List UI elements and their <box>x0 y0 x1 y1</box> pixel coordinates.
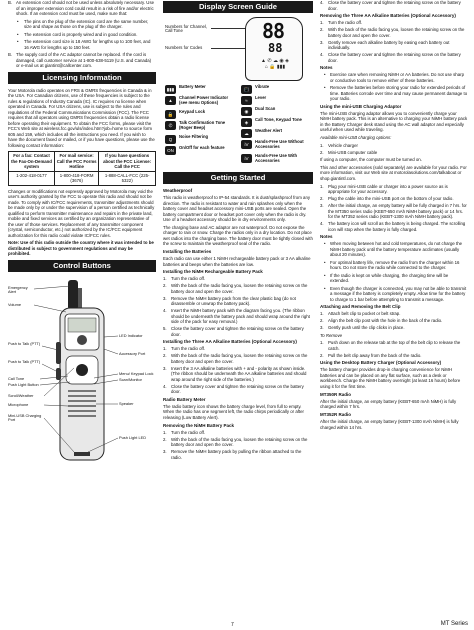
display-screen-diagram <box>163 17 313 85</box>
list-item-text: With the back of the radio facing you, loosen the retaining screw on the battery door and open the cover. <box>171 283 308 294</box>
bullet-item: • Remove the batteries before storing your radio for extended periods of time. Batteries corrode over time and may cause permanent damage to your radio. <box>330 85 468 102</box>
channel-digits: 88 <box>262 19 285 43</box>
list-item-text: The battery icon will scroll as the battery is being charged. The scrolling icon will stop when the battery is fully charged. <box>328 221 466 232</box>
list-item: 3. After the initial charge, an empty battery will be fully charged in 7 hrs. for the MT350 series radio (KEBT-650 mAh NiMH battery pack) or 14 hrs. for the MT352 series radio (KEBT-1300 mAh NiMH battery pack). <box>320 203 467 220</box>
weatherproof-heading: Weatherproof <box>163 188 193 193</box>
cord-item-marker: B. <box>8 52 13 57</box>
licensing-paragraph: Your Motorola radio operates on FRS & GMRS frequencies in Canada & in the USA. For Canadian citizens, use of these frequencies is subject to the rules & regulations of Industry Canada (IC). IC requires no license when operated in Canada. For USA citizens, use is subject to the rules and regulations of the Federal Communications Commission (FCC). The FCC requires that all operators using GMRS frequencies obtain a radio license before operating their equipment. To obtain the FCC forms, please visit the FCC's Web site at wireless.fcc.gov/uls/index.htm?job=home to source form 605 and 159, which includes all the instructions you need. If you wish to have the document faxed or mailed, or if you have questions, please use the following contact information: <box>8 87 155 148</box>
list-item-text: Remove the NiMH battery pack from the clear plastic bag (do not disassemble or unwrap the battery pack). <box>171 295 296 307</box>
list-item: 2. Plug the cable into the mini-USB port on the bottom of your radio. <box>320 196 454 202</box>
clip-heading: Attaching and Removing the Belt Clip <box>320 304 401 310</box>
list-item: 3. Gently push until the clip clicks in place. <box>320 325 405 331</box>
legend-label: Dual Scan <box>255 106 276 111</box>
cord-item <box>8 32 156 38</box>
list-item-text: Attach belt clip to pocket or belt strap. <box>328 311 401 317</box>
legend-icon: ON <box>165 146 176 155</box>
removing-nimh-steps <box>163 430 313 461</box>
usb-accessories: This and other accessories (sold separately) are available for your radio. For more information, visit our Web site at motorolasolutions.com/talkabout or shop.giantintl.com. <box>320 164 467 181</box>
legend-label: On/Off for each feature <box>179 145 225 150</box>
aa-steps <box>163 346 313 395</box>
usb-steps <box>320 184 468 233</box>
legend-label: Hands-Free Use With Accessories <box>255 153 298 163</box>
list-item: 3. Remove the NiMH battery pack from the clear plastic bag (do not disassemble or unwrap the battery pack). <box>163 295 296 307</box>
list-item: 4. Close the battery cover and tighten the retaining screw on the battery door. <box>320 52 461 63</box>
legend-icon: Q <box>165 135 176 144</box>
aa-heading: Installing the Three AA Alkaline Batteries (Optional Accessory) <box>163 339 297 345</box>
bullet-item: • If the radio is kept on while charging, the charging time will be extended. <box>330 273 468 284</box>
cord-item-text: The supply cord of the AC adaptor cannot be replaced. If the cord is damaged, call customer service at 1-800-638-5119 (U.S. and Canada) or e-mail us at giantint@callcenter.com. <box>16 52 152 68</box>
code-numbers-label: Numbers for Codes <box>165 45 203 50</box>
modifications-paragraph: Changes or modifications not expressly approved by Motorola may void the user's authority granted by the FCC to operate this radio and should not be made. To comply with IC/FCC requirements, transmitter adjustments should be made only by or under the supervision of a person certified as technically qualified to perform transmitter maintenance and repairs in the private land, mobile and fixed services as certified by an organization representative of the user of those services. Replacement of any transmitter component (crystal, semiconductor, etc.) not authorized by the IC/FCC equipment authorization for this radio could violate IC/FCC rules. <box>8 188 155 238</box>
legend-label: Channel Power Indicator (see menu Options) <box>179 95 229 105</box>
usb-options <box>320 143 468 156</box>
clip-steps <box>320 311 468 331</box>
removing-aa-steps <box>320 20 468 63</box>
nimh-heading: Installing the NiMH Rechargeable Battery Pack <box>163 269 263 275</box>
bullet-item: • Even though the charger is connected, you may not be able to transmit a message if the battery is completely empty. Allow time for the battery to charge to 1 bar before attempting to transmit a message. <box>330 286 468 303</box>
table-header: For mail service: Call the FCC Forms Hotline <box>54 152 98 172</box>
model-name: MT Series <box>440 621 468 627</box>
list-item-text: Close the battery cover and tighten the retaining screw on the battery door. <box>171 383 304 395</box>
led-indicator-label: LED Indicator <box>119 332 143 338</box>
emergency-alert-label: Emergency Alert <box>8 284 28 295</box>
list-item: 1. Turn the radio off. <box>163 429 206 435</box>
legend-label: Lever <box>255 95 267 100</box>
table-cell: 1-202-418-0177 <box>9 171 55 185</box>
list-item-text: Vehicle charger <box>328 142 358 148</box>
list-item: 4. Insert the NiMH battery pack with the diagram facing you. (The ribbon should be underneath the battery pack and should wrap around the right side of the pack for easy removal.) <box>163 308 310 325</box>
control-buttons-banner: Control Buttons <box>8 260 156 272</box>
ptt-label: Push to Talk (PTT) <box>8 340 41 346</box>
list-item: 1. Plug your mini-USB cable or charger into a power source as is appropriate for your accessory. <box>320 183 448 195</box>
accessory-port-label: Accessory Port <box>119 350 146 356</box>
notes2-list <box>320 241 468 302</box>
legend-label: Weather Alert <box>255 128 282 133</box>
list-item: 1. Turn the radio off. <box>163 346 206 352</box>
legend-label: Vibrate <box>255 84 270 89</box>
weatherproof-p2: The charging base and AC adaptor are not waterproof. Do not expose the charger to rain or snow. Charge the radios only in a dry location. Do not place wet radios into the charging base. The battery door must be tightly closed with the screw to maintain the weatherproof seal of the radio. <box>163 224 313 247</box>
list-item-text: With the back of the radio facing you, loosen the retaining screw on the battery door and open the cover. <box>328 27 465 38</box>
mt352-paragraph: After the initial charge, an empty battery (KEBT-1300 mAh NiMH) is fully charged within 14 hrs. <box>320 419 459 430</box>
mt350-heading: MT350R Radio <box>320 391 352 397</box>
list-item: 4. Close the battery cover and tighten the retaining screw on the battery door. <box>163 383 304 395</box>
code-digits: 88 <box>268 41 283 55</box>
column-right <box>320 0 468 432</box>
legend-icon: iV <box>241 154 252 163</box>
list-item-text: Gently push until the clip clicks in place. <box>328 325 405 331</box>
legend-icon: ✆ <box>165 121 176 130</box>
lcd-screen <box>245 17 303 81</box>
cord-item-marker: B. <box>8 0 13 5</box>
list-item-text: Gently remove each alkaline battery by easing each battery out individually. <box>328 39 450 50</box>
usb-computer-note: If using a computer, the computer must be turned on. <box>320 157 422 163</box>
legend-icon: 🔒 <box>165 110 176 119</box>
list-item-text: Plug the cable into the mini-USB port on the bottom of your radio. <box>328 196 454 202</box>
notes-heading: Notes <box>320 65 333 70</box>
display-guide-banner: Display Screen Guide <box>163 1 313 13</box>
notes-list <box>320 72 468 102</box>
push-light-led-label: Push Light LED <box>119 434 147 440</box>
cord-instructions <box>8 0 156 69</box>
icon-legend <box>163 85 313 169</box>
list-item: 2. With the back of the radio facing you, loosen the retaining screw on the battery door and open the cover. <box>320 27 465 38</box>
lcd-icon-row: ▲ ✆ ☁ ◉ ◈ ⌂ 🔒 ▮▮▮ <box>261 58 289 70</box>
list-item: 2. With the back of the radio facing you, loosen the retaining screw on the battery door and open the cover. <box>163 436 308 448</box>
list-item: 1. Turn the radio off. <box>163 276 206 282</box>
table-header: For a fax: Contact the Fax-On-Demand system <box>9 152 55 172</box>
legend-label: Keypad Lock <box>179 109 206 114</box>
menu-keypad-lock-label: Menu/ Keypad Lock <box>119 370 154 376</box>
list-item-text: Turn the radio off. <box>328 20 363 25</box>
cord-item-marker: • <box>17 31 19 37</box>
column-left <box>8 0 156 466</box>
list-item-text: Remove the NiMH battery pack by pulling the ribbon attached to the radio. <box>171 449 302 460</box>
scan-monitor-label: Scan/Monitor <box>119 376 142 382</box>
legend-icon: ▲ <box>165 96 176 105</box>
meter-paragraph: The radio battery icon shows the battery charge level, from full to empty. When the radio has one segment left, the radio chirps periodically or after releasing (Low Battery Alert). <box>163 403 305 420</box>
list-item: 2. Pull the belt clip away from the back of the radio. <box>320 352 422 358</box>
cord-item-text: The extension cord is properly wired and in good condition. <box>24 31 138 37</box>
legend-icon: 📳 <box>241 85 252 94</box>
bullet-item: • When moving between hot and cold temperatures, do not charge the NiMH battery pack until the battery temperature acclimates (usually about 20 minutes). <box>330 241 468 258</box>
list-item: 1. Attach belt clip to pocket or belt strap. <box>320 311 401 317</box>
list-item: 3. Gently remove each alkaline battery by easing each battery out individually. <box>320 39 450 50</box>
removing-nimh-heading: Removing the NiMH Battery Pack <box>163 422 235 428</box>
legend-icon: ▮▮▮ <box>166 87 175 92</box>
desktop-heading: Using the Desktop Battery Charger (Optional Accessory) <box>320 360 442 366</box>
cord-item <box>8 52 156 69</box>
usb-heading: Using the mini-USB Charging Adaptor <box>320 103 402 109</box>
legend-icon: ≈ <box>241 96 252 105</box>
licensing-note: Note: Use of this radio outside the country where it was intended to be distributed is subject to government regulations and may be prohibited. <box>8 240 154 257</box>
installing-paragraph: Each radio can use either 1 NiMH rechargeable battery pack or 3 AA alkaline batteries and beeps when the batteries are low. <box>163 256 311 267</box>
list-item: 1. Vehicle charger <box>320 142 358 148</box>
list-item-text: Insert the NiMH battery pack with the diagram facing you. (The ribbon should be underneath the battery pack and should wrap around the right side of the pack for easy removal.) <box>171 308 310 325</box>
close-step: 4. Close the battery cover and tighten the retaining screw on the battery door. <box>320 0 461 11</box>
usb-paragraph: The mini-USB charging adaptor allows you to conveniently charge your NiMH battery pack. This is an alternative to charging your NiMH battery pack in the Battery Charger desk stand using the AC wall adaptor and especially useful when used while traveling. <box>320 110 468 132</box>
list-item-text: Close the battery cover and tighten the retaining screw on the battery door. <box>171 326 304 337</box>
list-item: 3. Insert the 3 AA alkaline batteries with + and - polarity as shown inside. (The ribbon should be underneath the AA alkaline batteries and should wrap around the right side of the batteries.) <box>163 365 307 382</box>
licensing-banner: Licensing Information <box>8 72 156 84</box>
legend-label: Battery Meter <box>179 84 206 89</box>
close-step-text: Close the battery cover and tighten the retaining screw on the battery door. <box>328 0 461 11</box>
cord-item <box>8 0 156 17</box>
call-tone-label: Call Tone <box>8 375 25 381</box>
column-middle <box>163 0 313 462</box>
list-item: 4. The battery icon will scroll as the battery is being charged. The scrolling icon will stop when the battery is fully charged. <box>320 221 466 232</box>
notes2-heading: Notes <box>320 234 333 240</box>
legend-label: Call Tone, Keypad Tone <box>255 117 302 122</box>
cord-item <box>8 19 156 30</box>
list-item: 1. Turn the radio off. <box>320 20 363 25</box>
channel-numbers-label: Numbers for Channel, Call Tone <box>165 24 208 34</box>
list-item-text: Mini-USB computer cable <box>328 149 378 155</box>
list-item: 2. Mini-USB computer cable <box>320 149 378 155</box>
installing-heading: Installing the Batteries <box>163 249 212 255</box>
bullet-item: • For optimal battery life, remove the radio from the charger within 16 hours. Do not store the radio while connected to the charger. <box>330 260 468 271</box>
meter-heading: Radio Battery Meter <box>163 396 206 402</box>
list-item-text: Plug your mini-USB cable or charger into a power source as is appropriate for your accessory. <box>328 183 448 195</box>
fcc-contact-table <box>8 151 156 186</box>
list-item: 5. Close the battery cover and tighten the retaining screw on the battery door. <box>163 326 304 337</box>
list-item-text: Push down on the release tab at the top of the belt clip to release the catch. <box>328 340 461 351</box>
remove-heading: To Remove <box>320 332 343 338</box>
list-item-text: Turn the radio off. <box>171 346 206 352</box>
volume-label: Volume <box>8 301 21 307</box>
ptt-label-2: Push to Talk (PTT) <box>8 358 41 364</box>
mt352-heading: MT352R Radio <box>320 412 352 418</box>
list-item-text: Turn the radio off. <box>171 276 206 282</box>
desktop-paragraph: The battery charger provides drop-in charging convenience for NiMH batteries and can be placed on any flat surface, such as a desk or workbench. Charge the NiMH battery overnight (at least 16 hours) before using it for the first time. <box>320 367 461 389</box>
usb-options-heading: Available mini-USB charging options: <box>320 134 392 140</box>
mini-usb-port-label: Mini-USB Charging Port <box>8 412 42 423</box>
list-item-text: After the initial charge, an empty battery will be fully charged in 7 hrs. for the MT350 series radio (KEBT-650 mAh NiMH battery pack) or 14 hrs. for the MT352 series radio (KEBT-1300 mAh NiMH battery pack). <box>328 203 467 220</box>
page-number: 7 <box>231 622 234 628</box>
legend-label: Talk Confirmation Tone (Roger Beep) <box>179 120 226 130</box>
mt350-paragraph: After the initial charge, an empty battery (KEBT-650 mAh NiMH) is fully charged within 7 hrs. <box>320 398 457 410</box>
remove-steps <box>320 340 468 358</box>
legend-icon: ◈ <box>241 118 252 127</box>
scroll-weather-label: Scroll/Weather <box>8 392 34 398</box>
legend-icon: iV <box>241 140 252 149</box>
legend-icon: ☁ <box>241 129 252 138</box>
legend-icon: ◉ <box>241 107 252 116</box>
radio-diagram <box>8 276 156 466</box>
list-item: 2. With the back of the radio facing you, loosen the retaining screw on the battery door and open the cover. <box>163 283 308 294</box>
cord-item-marker: • <box>17 39 19 44</box>
legend-label: Hands-Free Use Without Accessories <box>255 139 304 149</box>
table-header: If you have questions about the FCC License: Call the FCC <box>99 152 156 172</box>
speaker-label: Speaker <box>119 400 134 406</box>
nimh-steps <box>163 276 313 337</box>
list-item: 1. Push down on the release tab at the top of the belt clip to release the catch. <box>320 340 461 351</box>
bullet-item: • Exercise care when removing NiMH or AA batteries. Do not use sharp or conductive tools to remove either of these batteries. <box>330 72 468 83</box>
table-cell: 1-800-418-FORM (3676) <box>54 171 98 185</box>
list-item-text: With the back of the radio facing you, loosen the retaining screw on the battery door and open the cover. <box>171 436 308 448</box>
push-light-button-label: Push Light Button <box>8 381 39 387</box>
weatherproof-p1: This radio is weatherproof to IP-54 standards. It is dust/splashproof from any direction. The radio is resistant to water and rain splashes only when the battery cover and headset accessory mini-USB ports are sealed. Open the battery compartment door or headset port cover only when the radio is dry. Use of a headset accessory should be in dry environments only. <box>163 195 311 222</box>
list-item-text: Turn the radio off. <box>171 429 206 435</box>
cord-item-text: The extension cord size is 18 AWG for lengths up to 100 feet, and 16 AWG for lengths up to 150 feet. <box>24 39 151 50</box>
list-item-text: Close the battery cover and tighten the retaining screw on the battery door. <box>328 52 461 63</box>
list-item: 2. Align the belt clip post with the hole in the back of the radio. <box>320 318 443 324</box>
table-cell: 1-888-CALL-FCC (225-5322) <box>99 171 156 185</box>
cord-item-text: The pins on the plug of the extension cord are the same number, size and shape as those on the plug of the charger. <box>24 18 149 29</box>
cord-item <box>8 39 156 50</box>
list-item-text: Pull the belt clip away from the back of the radio. <box>328 352 422 358</box>
list-item-text: Insert the 3 AA alkaline batteries with + and - polarity as shown inside. (The ribbon should be underneath the AA alkaline batteries and should wrap around the right side of the batteries.) <box>171 365 307 382</box>
list-item: 3. Remove the NiMH battery pack by pulling the ribbon attached to the radio. <box>163 449 302 460</box>
list-item-text: Align the belt clip post with the hole in the back of the radio. <box>328 318 443 324</box>
legend-label: Noise Filtering <box>179 134 209 139</box>
cord-item-text: An extension cord should not be used unless absolutely necessary. Use of an improper extension cord could result in a risk of fire and/or electric shock. If an extension cord must be used, make sure that: <box>16 0 155 16</box>
list-item: 2. With the back of the radio facing you, loosen the retaining screw on the battery door and open the cover. <box>163 353 308 364</box>
removing-aa-heading: Removing the Three AA Alkaline Batteries (Optional Accessory) <box>320 13 456 18</box>
list-item-text: With the back of the radio facing you, loosen the retaining screw on the battery door and open the cover. <box>171 353 308 364</box>
microphone-label: Microphone <box>8 401 29 407</box>
getting-started-banner: Getting Started <box>163 172 313 184</box>
cord-item-marker: • <box>17 18 19 24</box>
